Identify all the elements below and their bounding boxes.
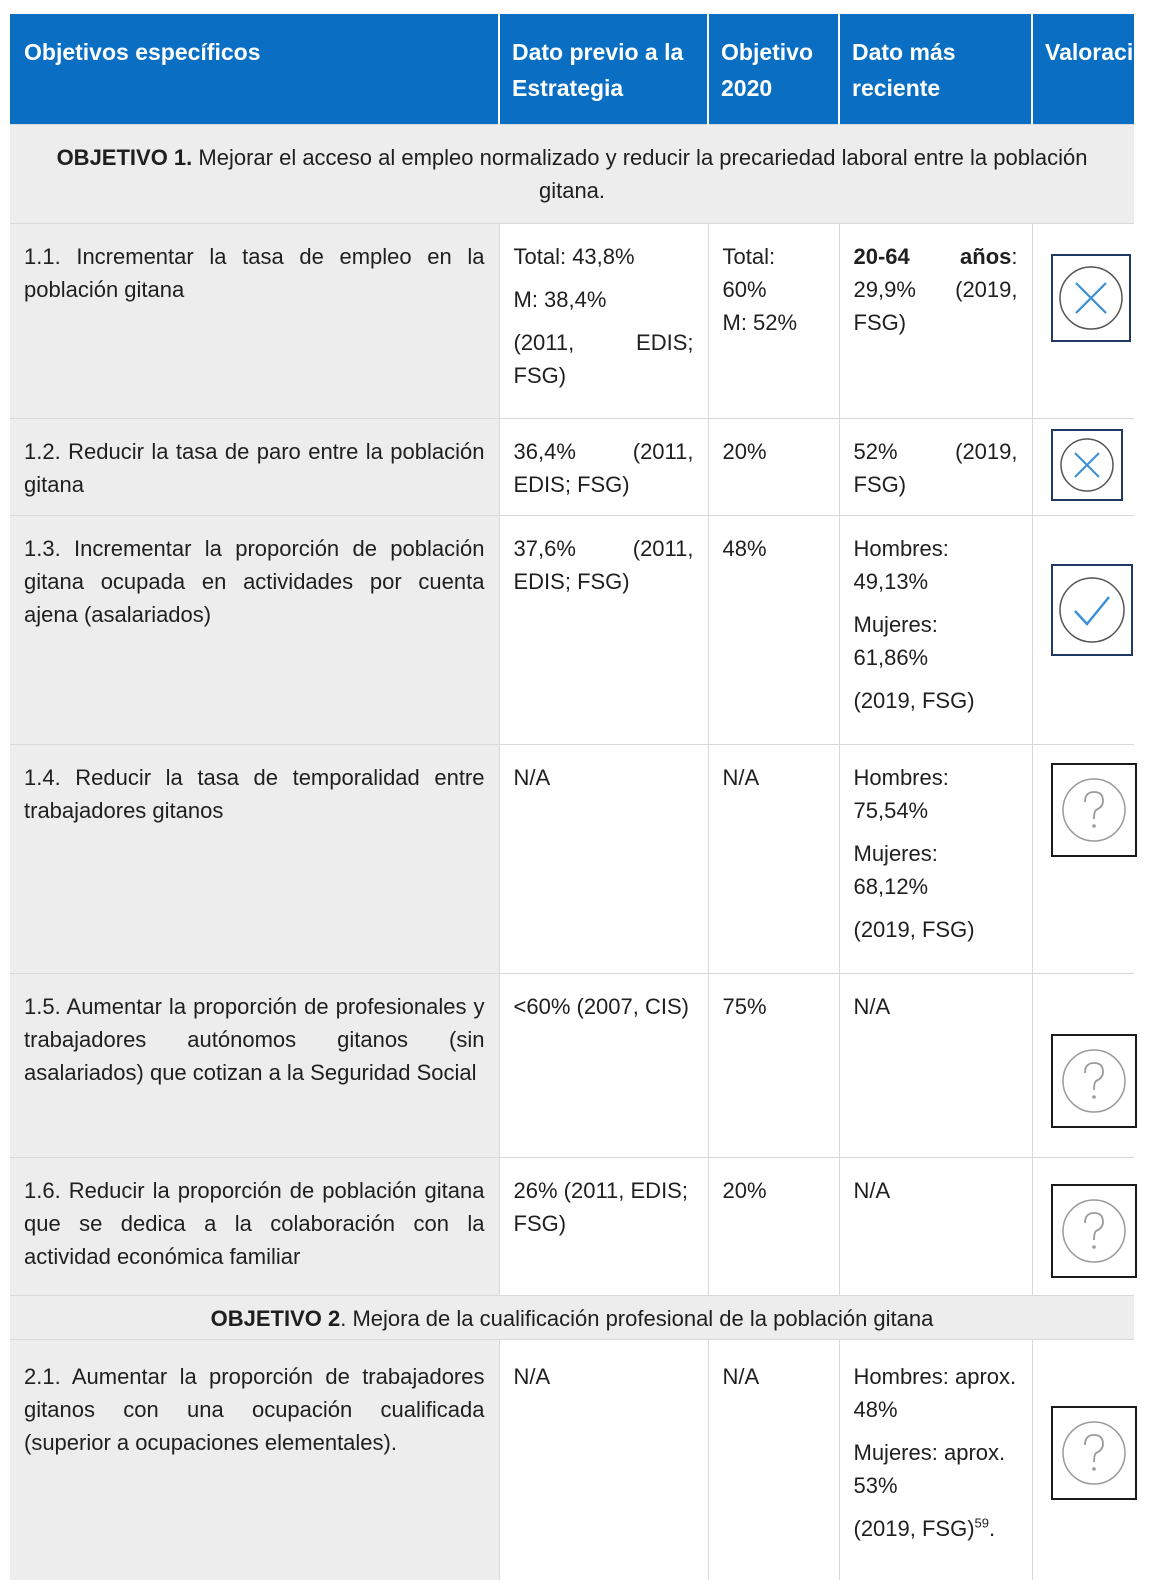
objective-cell: 1.2. Reducir la tasa de paro entre la población gitana	[10, 419, 499, 516]
previous-line: Total: 43,8%	[513, 244, 635, 269]
target-cell: 20%	[708, 419, 839, 516]
target-cell: 75%	[708, 974, 839, 1158]
latest-data-cell	[839, 224, 1032, 419]
target-line: M: 52%	[722, 310, 798, 335]
previous-data-cell	[499, 224, 708, 419]
latest-line: (2019, FSG)	[853, 1516, 975, 1541]
x-circle-icon	[1056, 263, 1126, 333]
section-row-objective-2	[10, 1296, 1134, 1340]
rating-x-box	[1051, 429, 1123, 501]
latest-data-cell	[839, 745, 1032, 974]
section-text: . Mejora de la cualificación profesional de la población gitana	[340, 1306, 934, 1331]
rating-check-box	[1051, 564, 1133, 656]
table-row	[10, 224, 1134, 419]
objective-cell: 1.6. Reducir la proporción de población gitana que se dedica a la colaboración con la actividad económica familiar	[10, 1158, 499, 1296]
latest-data-bold: 20-64 años	[853, 244, 1012, 269]
header-target-2020: Objetivo 2020	[708, 14, 839, 125]
question-circle-icon	[1059, 775, 1129, 845]
rating-cell	[1032, 1340, 1134, 1580]
latest-data-cell: 52% (2019, FSG)	[839, 419, 1032, 516]
check-circle-icon	[1056, 574, 1128, 646]
header-rating: Valoración	[1032, 14, 1134, 125]
rating-question-box	[1051, 1184, 1137, 1278]
footnote-punct: .	[989, 1516, 996, 1541]
latest-data-text: : 29,9% (2019, FSG)	[853, 244, 1018, 335]
latest-line: (2019, FSG)	[853, 688, 975, 713]
table-row	[10, 1340, 1134, 1580]
target-cell: 20%	[708, 1158, 839, 1296]
section-text: Mejorar el acceso al empleo normalizado y reducir la precariedad laboral entre la población gitana.	[192, 145, 1088, 203]
latest-data-cell: N/A	[839, 974, 1032, 1158]
table-row	[10, 1158, 1134, 1296]
rating-cell	[1032, 224, 1134, 419]
table-row	[10, 516, 1134, 745]
target-cell: 48%	[708, 516, 839, 745]
latest-data-cell: N/A	[839, 1158, 1032, 1296]
previous-line: M: 38,4%	[513, 287, 607, 312]
previous-data-cell: N/A	[499, 745, 708, 974]
header-objectives: Objetivos específicos	[10, 14, 499, 125]
header-latest-data: Dato más reciente	[839, 14, 1032, 125]
latest-line: Mujeres: aprox. 53%	[853, 1440, 1006, 1498]
target-cell: N/A	[708, 745, 839, 974]
latest-data-cell	[839, 1340, 1032, 1580]
table-row	[10, 745, 1134, 974]
rating-cell	[1032, 974, 1134, 1158]
latest-data-cell	[839, 516, 1032, 745]
previous-data-cell: 37,6% (2011, EDIS; FSG)	[499, 516, 708, 745]
previous-data-cell: N/A	[499, 1340, 708, 1580]
previous-data-cell: <60% (2007, CIS)	[499, 974, 708, 1158]
previous-data-cell: 26% (2011, EDIS; FSG)	[499, 1158, 708, 1296]
objectives-table	[10, 14, 1161, 1580]
question-circle-icon	[1059, 1046, 1129, 1116]
footnote-ref: 59	[974, 1515, 990, 1531]
section-title: OBJETIVO 1.	[56, 145, 193, 170]
section-row-objective-1	[10, 125, 1134, 224]
rating-question-box	[1051, 1034, 1137, 1128]
rating-x-box	[1051, 254, 1131, 342]
rating-cell	[1032, 745, 1134, 974]
objective-cell: 1.1. Incrementar la tasa de empleo en la población gitana	[10, 224, 499, 419]
question-circle-icon	[1059, 1196, 1129, 1266]
target-cell	[708, 224, 839, 419]
target-line: Total: 60%	[722, 244, 776, 302]
rating-question-box	[1051, 763, 1137, 857]
latest-line: Hombres: aprox. 48%	[853, 1364, 1017, 1422]
question-circle-icon	[1059, 1418, 1129, 1488]
latest-line: Hombres: 75,54%	[853, 765, 949, 823]
objective-cell: 1.4. Reducir la tasa de temporalidad entre trabajadores gitanos	[10, 745, 499, 974]
rating-cell	[1032, 1158, 1134, 1296]
section-title: OBJETIVO 2	[210, 1306, 341, 1331]
previous-data-cell: 36,4% (2011, EDIS; FSG)	[499, 419, 708, 516]
table-row	[10, 419, 1134, 516]
rating-cell	[1032, 419, 1134, 516]
latest-line: (2019, FSG)	[853, 917, 975, 942]
latest-line: Hombres: 49,13%	[853, 536, 949, 594]
header-previous-data: Dato previo a la Estrategia	[499, 14, 708, 125]
table-row	[10, 974, 1134, 1158]
objective-cell: 1.3. Incrementar la proporción de población gitana ocupada en actividades por cuenta ajena (asalariados)	[10, 516, 499, 745]
x-circle-icon	[1058, 436, 1116, 494]
objective-cell: 1.5. Aumentar la proporción de profesionales y trabajadores autónomos gitanos (sin asalariados) que cotizan a la Seguridad Social	[10, 974, 499, 1158]
rating-question-box	[1051, 1406, 1137, 1500]
latest-line: Mujeres: 68,12%	[853, 841, 938, 899]
previous-line: (2011, EDIS; FSG)	[513, 330, 694, 388]
rating-cell	[1032, 516, 1134, 745]
objective-cell: 2.1. Aumentar la proporción de trabajadores gitanos con una ocupación cualificada (superior a ocupaciones elementales).	[10, 1340, 499, 1580]
latest-line: Mujeres: 61,86%	[853, 612, 938, 670]
table-header-row	[10, 14, 1134, 125]
target-cell: N/A	[708, 1340, 839, 1580]
